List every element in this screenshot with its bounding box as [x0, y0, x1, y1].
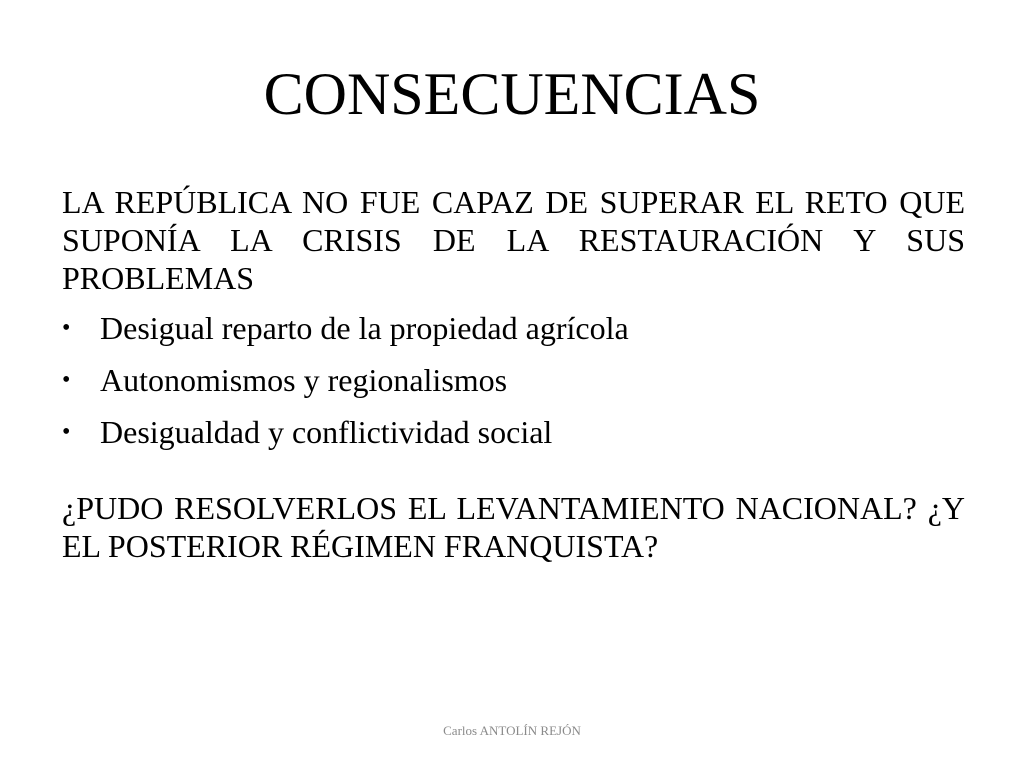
bullet-text: Desigual reparto de la propiedad agrícola — [100, 310, 629, 346]
list-item — [62, 413, 965, 451]
footer-author: Carlos ANTOLÍN REJÓN — [443, 723, 581, 738]
bullet-icon: • — [62, 315, 71, 341]
bullet-icon: • — [62, 419, 71, 445]
slide-body — [62, 183, 965, 565]
slide-title: CONSECUENCIAS — [263, 61, 761, 127]
bullet-list — [62, 309, 965, 451]
list-item — [62, 309, 965, 347]
question-paragraph: ¿PUDO RESOLVERLOS EL LEVANTAMIENTO NACIONAL? ¿Y EL POSTERIOR RÉGIMEN FRANQUISTA? — [62, 490, 965, 564]
bullet-text: Autonomismos y regionalismos — [100, 362, 508, 398]
bullet-text: Desigualdad y conflictividad social — [100, 414, 553, 450]
list-item — [62, 361, 965, 399]
intro-paragraph: LA REPÚBLICA NO FUE CAPAZ DE SUPERAR EL RETO QUE SUPONÍA LA CRISIS DE LA RESTAURACIÓN Y SUS PROBLEMAS — [62, 184, 965, 296]
bullet-icon: • — [62, 367, 71, 393]
